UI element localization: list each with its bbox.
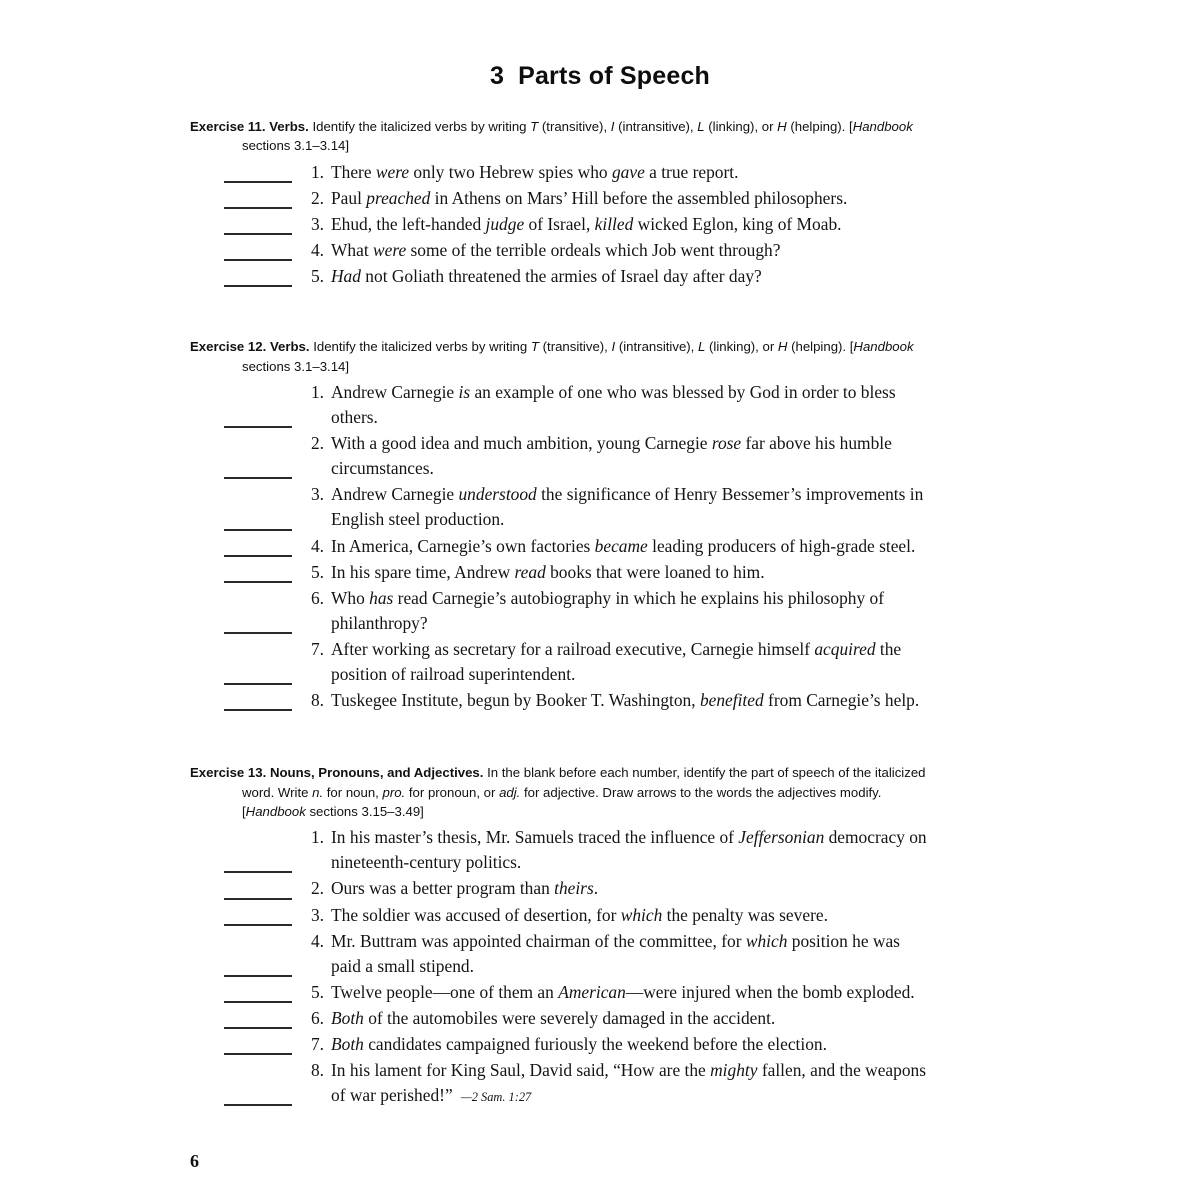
handbook-word: Handbook bbox=[852, 119, 913, 134]
item-text-segment: Tuskegee Institute, begun by Booker T. Washington, bbox=[331, 689, 700, 710]
exercise-item bbox=[190, 1032, 930, 1057]
answer-blank-line bbox=[224, 871, 292, 873]
exercise-item bbox=[190, 482, 930, 532]
exercise-block bbox=[0, 763, 1200, 1108]
answer-blank-line bbox=[224, 529, 292, 531]
item-text-segment: books that were loaned to him. bbox=[545, 561, 765, 582]
italicized-word: theirs bbox=[554, 878, 594, 899]
code-pronoun: pro. bbox=[382, 784, 406, 800]
item-text-segment: not Goliath threatened the armies of Israel day after day? bbox=[360, 266, 762, 287]
item-text-segment: Andrew Carnegie bbox=[331, 382, 459, 403]
exercise-item bbox=[190, 980, 930, 1005]
item-text bbox=[331, 264, 930, 289]
item-number: 1. bbox=[310, 161, 324, 182]
item-text-segment: Mr. Buttram was appointed chairman of the committee, for bbox=[331, 930, 746, 951]
italicized-word: were bbox=[375, 161, 410, 182]
exercise-item bbox=[190, 1058, 930, 1108]
italicized-word: killed bbox=[594, 213, 634, 234]
item-number: 1. bbox=[310, 827, 324, 848]
italicized-word: Jeffersonian bbox=[738, 827, 825, 848]
italicized-word: has bbox=[369, 587, 394, 608]
answer-blank-line bbox=[224, 975, 292, 977]
item-text-segment: In his spare time, Andrew bbox=[331, 561, 515, 582]
italicized-word: Both bbox=[331, 1007, 364, 1028]
code-linking-desc: (linking), or bbox=[705, 339, 778, 355]
exercise-item bbox=[190, 264, 930, 289]
code-transitive: T bbox=[530, 119, 539, 134]
exercise-item bbox=[190, 586, 930, 636]
answer-blank[interactable] bbox=[220, 380, 298, 430]
item-number: 2. bbox=[310, 433, 324, 454]
code-adjective-desc: for adjective. Draw arrows to the words the adjectives modify. [ bbox=[242, 784, 882, 819]
exercise-spacer bbox=[0, 714, 1200, 750]
exercise-item bbox=[190, 186, 930, 211]
item-number: 7. bbox=[310, 1033, 324, 1054]
item-text bbox=[331, 560, 930, 585]
item-text-segment: position he was paid a small stipend. bbox=[331, 930, 900, 976]
item-number: 4. bbox=[310, 535, 324, 556]
item-text-segment: Andrew Carnegie bbox=[331, 484, 459, 505]
code-linking: L bbox=[697, 119, 705, 134]
item-text bbox=[331, 431, 930, 481]
item-text-segment: a true report. bbox=[644, 161, 739, 182]
item-text-segment: the penalty was severe. bbox=[662, 904, 828, 925]
code-intransitive-desc: (intransitive), bbox=[614, 119, 698, 134]
answer-blank-line bbox=[224, 683, 292, 685]
code-intransitive-desc: (intransitive), bbox=[615, 339, 698, 355]
item-text-segment: candidates campaigned furiously the weekend before the election. bbox=[363, 1033, 827, 1054]
answer-blank-line bbox=[224, 259, 292, 261]
exercise-item bbox=[190, 876, 930, 901]
item-number: 5. bbox=[310, 981, 324, 1002]
answer-blank[interactable] bbox=[220, 929, 298, 979]
exercise-item bbox=[190, 688, 930, 713]
answer-blank-line bbox=[224, 632, 292, 634]
exercise-item bbox=[190, 160, 930, 185]
item-text-segment: leading producers of high-grade steel. bbox=[647, 535, 916, 556]
item-text-segment: In his lament for King Saul, David said, “How are the bbox=[331, 1059, 711, 1080]
answer-blank[interactable] bbox=[220, 980, 298, 1005]
item-text bbox=[331, 688, 930, 713]
answer-blank[interactable] bbox=[220, 431, 298, 481]
answer-blank-line bbox=[224, 581, 292, 583]
answer-blank-line bbox=[224, 709, 292, 711]
italicized-word: became bbox=[594, 535, 648, 556]
item-text-segment: Ours was a better program than bbox=[331, 878, 555, 899]
answer-blank-line bbox=[224, 1053, 292, 1055]
item-text bbox=[331, 929, 930, 979]
answer-blank-line bbox=[224, 924, 292, 926]
italicized-word: American bbox=[558, 981, 626, 1002]
italicized-word: which bbox=[745, 930, 788, 951]
item-text-segment: in Athens on Mars’ Hill before the assembled philosophers. bbox=[430, 187, 848, 208]
italicized-word: read bbox=[514, 561, 546, 582]
exercise-list bbox=[0, 117, 1200, 1108]
item-text-segment: Paul bbox=[331, 187, 367, 208]
item-text-segment: The soldier was accused of desertion, for bbox=[331, 904, 621, 925]
page-number: 6 bbox=[190, 1151, 199, 1171]
exercise-block bbox=[0, 337, 1200, 713]
code-intransitive: I bbox=[611, 339, 616, 355]
item-text bbox=[331, 482, 930, 532]
item-text-segment: In his master’s thesis, Mr. Samuels traced the influence of bbox=[331, 827, 739, 848]
exercise-heading bbox=[190, 117, 930, 156]
answer-blank[interactable] bbox=[220, 160, 298, 185]
item-number: 1. bbox=[310, 382, 324, 403]
exercise-heading bbox=[190, 337, 930, 376]
item-text-segment: read Carnegie’s autobiography in which he explains his philosophy of philanthropy? bbox=[331, 587, 885, 633]
item-number: 5. bbox=[310, 561, 324, 582]
italicized-word: preached bbox=[366, 187, 431, 208]
italicized-word: understood bbox=[458, 484, 537, 505]
item-number: 4. bbox=[310, 240, 324, 260]
item-text-segment: only two Hebrew spies who bbox=[409, 161, 612, 182]
scripture-citation: —2 Sam. 1:27 bbox=[460, 1089, 532, 1104]
handbook-reference: sections 3.1–3.14] bbox=[242, 138, 350, 154]
answer-blank[interactable] bbox=[220, 482, 298, 532]
item-text-segment: There bbox=[331, 161, 376, 182]
exercise-topic: Verbs. bbox=[269, 339, 310, 355]
item-number: 8. bbox=[310, 689, 324, 710]
item-text-segment: What bbox=[331, 240, 374, 260]
exercise-item bbox=[190, 431, 930, 481]
item-number: 2. bbox=[310, 187, 324, 208]
exercise-item bbox=[190, 903, 930, 928]
item-list bbox=[190, 160, 930, 289]
answer-blank-line bbox=[224, 1027, 292, 1029]
exercise-item bbox=[190, 637, 930, 687]
answer-blank[interactable] bbox=[220, 212, 298, 237]
answer-blank[interactable] bbox=[220, 637, 298, 687]
answer-blank[interactable] bbox=[220, 560, 298, 585]
exercise-instructions: In the blank before each number, identify the part of speech of the italicized word. Write bbox=[242, 765, 926, 800]
item-text-segment: the position of railroad superintendent. bbox=[331, 638, 902, 684]
item-number: 3. bbox=[310, 213, 324, 234]
exercise-topic: Nouns, Pronouns, and Adjectives. bbox=[269, 765, 484, 781]
handbook-word: Handbook bbox=[853, 339, 914, 355]
item-text-segment: After working as secretary for a railroad executive, Carnegie himself bbox=[331, 638, 815, 659]
exercise-topic: Verbs. bbox=[269, 119, 309, 134]
item-text bbox=[331, 534, 930, 559]
exercise-item bbox=[190, 380, 930, 430]
handbook-reference: sections 3.1–3.14] bbox=[242, 358, 350, 374]
item-list bbox=[190, 380, 930, 713]
item-text-segment: Twelve people—one of them an bbox=[331, 981, 559, 1002]
item-list bbox=[190, 825, 930, 1108]
code-helping-desc: (helping). [ bbox=[786, 119, 853, 134]
item-text bbox=[331, 1006, 930, 1031]
answer-blank-line bbox=[224, 477, 292, 479]
item-text-segment: some of the terrible ordeals which Job went through? bbox=[406, 240, 781, 260]
chapter-title-text: Parts of Speech bbox=[518, 62, 711, 90]
italicized-word: mighty bbox=[710, 1059, 758, 1080]
italicized-word: Both bbox=[331, 1033, 364, 1054]
item-number: 4. bbox=[310, 930, 324, 951]
item-text-segment: from Carnegie’s help. bbox=[763, 689, 920, 710]
exercise-spacer bbox=[0, 290, 1200, 324]
item-text bbox=[331, 825, 930, 875]
answer-blank-line bbox=[224, 181, 292, 183]
item-text-segment: . bbox=[593, 878, 599, 899]
answer-blank[interactable] bbox=[220, 903, 298, 928]
item-number: 3. bbox=[310, 904, 324, 925]
item-text bbox=[331, 1058, 930, 1108]
exercise-item bbox=[190, 560, 930, 585]
item-text-segment: far above his humble circumstances. bbox=[331, 433, 892, 479]
item-number: 8. bbox=[310, 1059, 324, 1080]
code-noun: n. bbox=[312, 784, 324, 800]
exercise-item bbox=[190, 825, 930, 875]
exercise-item bbox=[190, 1006, 930, 1031]
answer-blank[interactable] bbox=[220, 876, 298, 901]
answer-blank-line bbox=[224, 555, 292, 557]
exercise-heading bbox=[190, 763, 930, 821]
answer-blank[interactable] bbox=[220, 186, 298, 211]
handbook-reference: sections 3.15–3.49] bbox=[305, 803, 424, 819]
exercise-instructions: Identify the italicized verbs by writing bbox=[313, 339, 531, 355]
italicized-word: rose bbox=[711, 433, 742, 454]
item-text bbox=[331, 876, 930, 901]
chapter-number: 3 bbox=[489, 62, 505, 90]
code-linking: L bbox=[698, 339, 706, 355]
item-number: 6. bbox=[310, 587, 324, 608]
answer-blank-line bbox=[224, 898, 292, 900]
italicized-word: were bbox=[373, 240, 407, 260]
answer-blank-line bbox=[224, 1104, 292, 1106]
item-text-segment: Who bbox=[331, 587, 370, 608]
code-pronoun-desc: for pronoun, or bbox=[405, 784, 500, 800]
answer-blank[interactable] bbox=[220, 1032, 298, 1057]
answer-blank-line bbox=[224, 426, 292, 428]
answer-blank[interactable] bbox=[220, 238, 298, 263]
item-text bbox=[331, 586, 930, 636]
code-adjective: adj. bbox=[499, 784, 521, 800]
item-text-segment: With a good idea and much ambition, young Carnegie bbox=[331, 433, 712, 454]
item-text bbox=[331, 186, 930, 211]
item-text-segment: wicked Eglon, king of Moab. bbox=[633, 213, 842, 234]
item-text-segment: Ehud, the left-handed bbox=[331, 213, 486, 234]
item-text-segment: the significance of Henry Bessemer’s improvements in English steel production. bbox=[331, 484, 924, 530]
item-number: 3. bbox=[310, 484, 324, 505]
answer-blank[interactable] bbox=[220, 825, 298, 875]
answer-blank[interactable] bbox=[220, 1006, 298, 1031]
item-text bbox=[331, 160, 930, 185]
item-text bbox=[331, 212, 930, 237]
exercise-label: Exercise 13. bbox=[190, 765, 267, 781]
italicized-word: acquired bbox=[814, 638, 876, 659]
italicized-word: gave bbox=[611, 161, 645, 182]
handbook-word: Handbook bbox=[245, 803, 306, 819]
exercise-label: Exercise 12. bbox=[190, 339, 267, 355]
exercise-item bbox=[190, 929, 930, 979]
item-number: 2. bbox=[310, 878, 324, 899]
code-helping: H bbox=[777, 119, 787, 134]
item-text bbox=[331, 637, 930, 687]
italicized-word: judge bbox=[485, 213, 525, 234]
code-transitive-desc: (transitive), bbox=[538, 119, 611, 134]
answer-blank[interactable] bbox=[220, 586, 298, 636]
code-noun-desc: for noun, bbox=[323, 784, 383, 800]
item-text-segment: of Israel, bbox=[524, 213, 595, 234]
item-text bbox=[331, 238, 930, 263]
exercise-item bbox=[190, 534, 930, 559]
page-title bbox=[0, 0, 1200, 91]
italicized-word: benefited bbox=[699, 689, 764, 710]
exercise-label: Exercise 11. bbox=[190, 119, 266, 134]
answer-blank[interactable] bbox=[220, 1058, 298, 1108]
item-text bbox=[331, 1032, 930, 1057]
answer-blank[interactable] bbox=[220, 688, 298, 713]
item-text-segment: —were injured when the bomb exploded. bbox=[625, 981, 915, 1002]
item-text bbox=[331, 980, 930, 1005]
code-linking-desc: (linking), or bbox=[704, 119, 778, 134]
code-intransitive: I bbox=[610, 119, 615, 134]
item-number: 6. bbox=[310, 1007, 324, 1028]
item-text bbox=[331, 903, 930, 928]
answer-blank-line bbox=[224, 285, 292, 287]
answer-blank-line bbox=[224, 207, 292, 209]
answer-blank[interactable] bbox=[220, 264, 298, 289]
answer-blank-line bbox=[224, 1001, 292, 1003]
exercise-item bbox=[190, 238, 930, 263]
italicized-word: which bbox=[620, 904, 663, 925]
item-text bbox=[331, 380, 930, 430]
italicized-word: Had bbox=[331, 266, 361, 287]
italicized-word: is bbox=[458, 382, 471, 403]
code-helping-desc: (helping). [ bbox=[787, 339, 854, 355]
answer-blank-line bbox=[224, 233, 292, 235]
exercise-block bbox=[0, 117, 1200, 289]
item-text-segment: democracy on nineteenth-century politics. bbox=[331, 827, 927, 873]
code-transitive: T bbox=[530, 339, 539, 355]
answer-blank[interactable] bbox=[220, 534, 298, 559]
item-text-segment: of the automobiles were severely damaged in the accident. bbox=[363, 1007, 776, 1028]
code-helping: H bbox=[777, 339, 788, 355]
exercise-item bbox=[190, 212, 930, 237]
item-text-segment: an example of one who was blessed by God in order to bless others. bbox=[331, 382, 896, 428]
item-text-segment: In America, Carnegie’s own factories bbox=[331, 535, 595, 556]
item-number: 7. bbox=[310, 638, 324, 659]
code-transitive-desc: (transitive), bbox=[538, 339, 612, 355]
item-text-segment: fallen, and the weapons of war perished!” bbox=[331, 1059, 926, 1105]
item-number: 5. bbox=[310, 266, 324, 287]
exercise-instructions: Identify the italicized verbs by writing bbox=[312, 119, 531, 134]
